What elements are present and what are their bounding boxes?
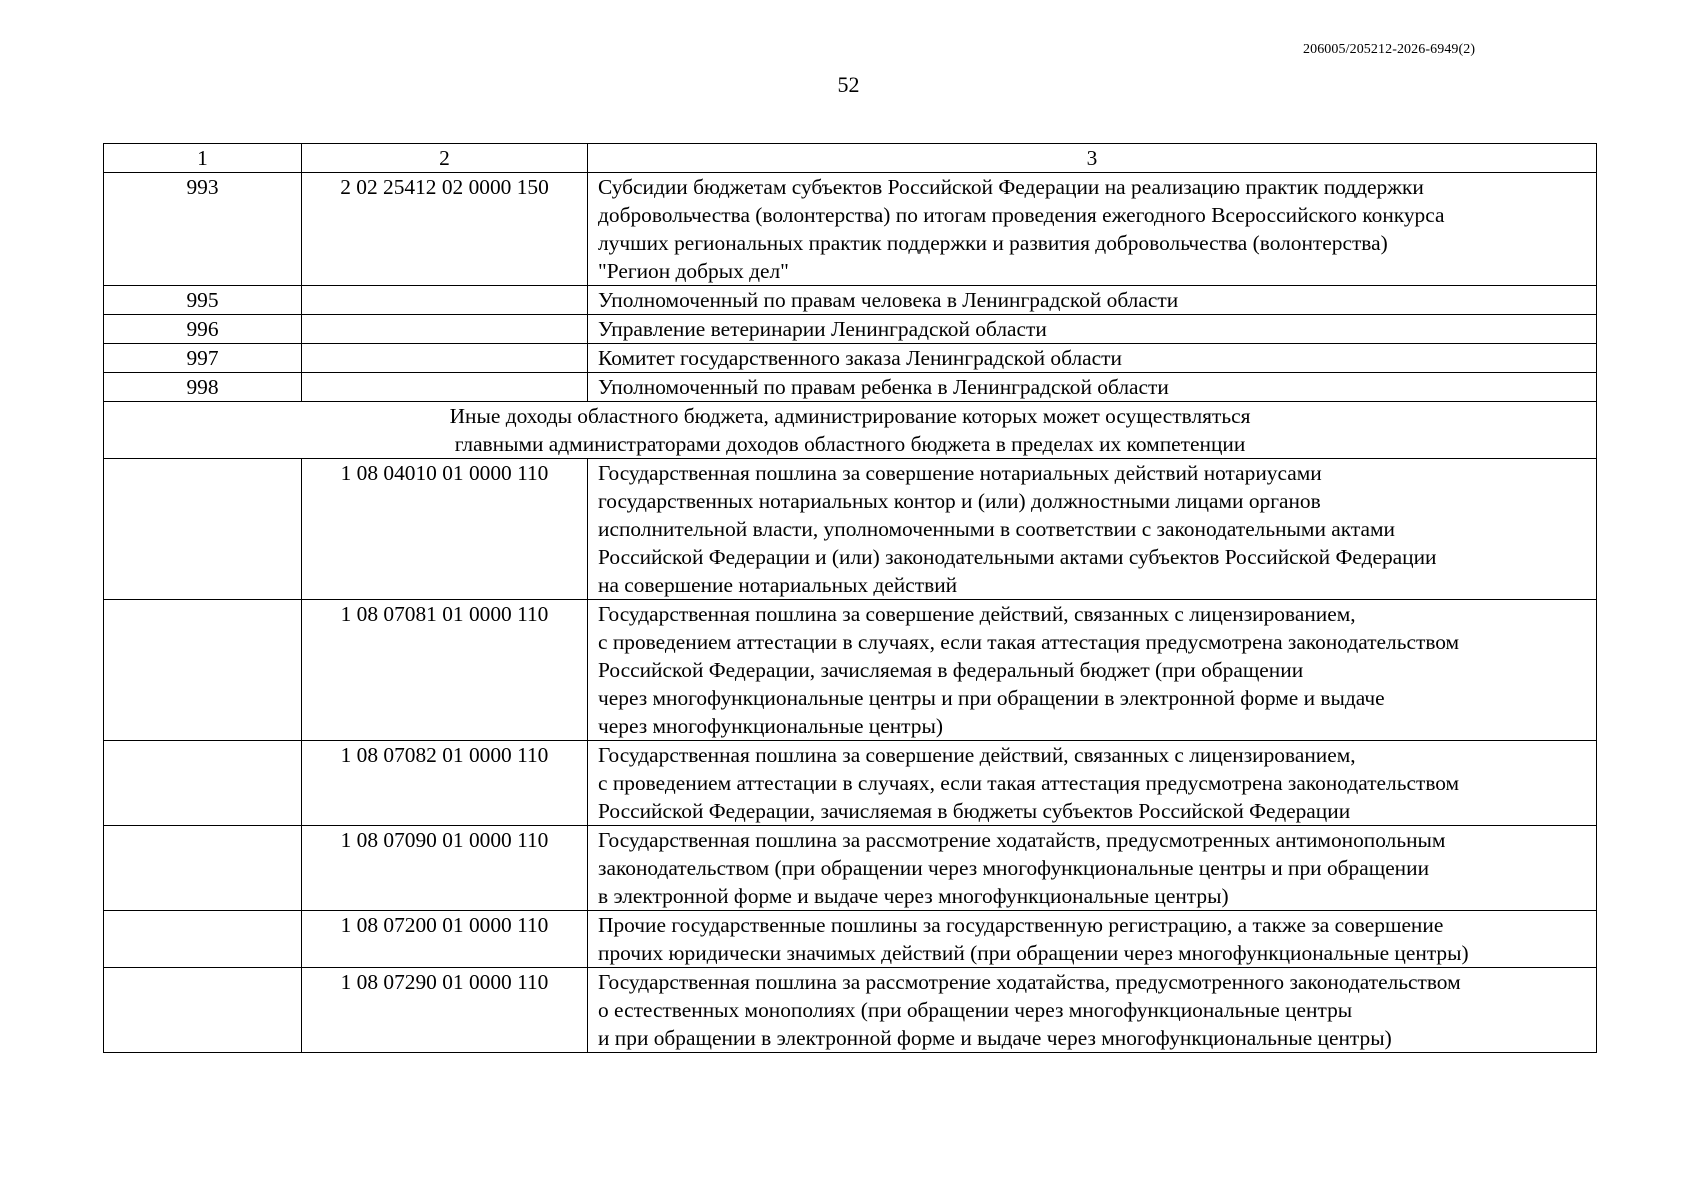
admin-code-cell: 996 — [104, 315, 302, 344]
description-line: Комитет государственного заказа Ленинградской области — [598, 346, 1122, 370]
table-row — [104, 826, 1597, 911]
revenue-code-cell — [302, 315, 588, 344]
revenue-code-cell — [302, 286, 588, 315]
description-line: на совершение нотариальных действий — [598, 573, 958, 597]
revenue-code-cell — [302, 344, 588, 373]
section-line: главными администраторами доходов областного бюджета в пределах их компетенции — [454, 432, 1246, 456]
admin-code-cell: 998 — [104, 373, 302, 402]
description-line: Уполномоченный по правам ребенка в Ленинградской области — [598, 375, 1169, 399]
table-row — [104, 315, 1597, 344]
description-line: Государственная пошлина за совершение действий, связанных с лицензированием, — [598, 602, 1356, 626]
description-line: Государственная пошлина за совершение действий, связанных с лицензированием, — [598, 743, 1356, 767]
admin-code-cell — [104, 600, 302, 741]
revenue-code-cell: 1 08 07200 01 0000 110 — [302, 911, 588, 968]
description-line: через многофункциональные центры) — [598, 714, 943, 738]
description-cell — [588, 286, 1597, 315]
description-cell — [588, 826, 1597, 911]
admin-code-cell — [104, 741, 302, 826]
description-cell — [588, 911, 1597, 968]
table-row — [104, 741, 1597, 826]
description-line: законодательством (при обращении через многофункциональные центры и при обращении — [598, 856, 1430, 880]
table-row — [104, 459, 1597, 600]
description-cell — [588, 373, 1597, 402]
description-line: Прочие государственные пошлины за государственную регистрацию, а также за совершение — [598, 913, 1444, 937]
document-id: 206005/205212-2026-6949(2) — [1303, 42, 1476, 57]
section-line: Иные доходы областного бюджета, администрирование которых может осуществляться — [449, 404, 1251, 428]
admin-code-cell — [104, 968, 302, 1053]
header-row — [104, 144, 1597, 173]
header-col-3: 3 — [588, 144, 1597, 173]
description-line: Государственная пошлина за совершение нотариальных действий нотариусами — [598, 461, 1322, 485]
table-row — [104, 173, 1597, 286]
header-col-1: 1 — [104, 144, 302, 173]
description-cell — [588, 173, 1597, 286]
description-line: Российской Федерации, зачисляемая в федеральный бюджет (при обращении — [598, 658, 1304, 682]
revenue-code-cell: 1 08 07082 01 0000 110 — [302, 741, 588, 826]
description-line: "Регион добрых дел" — [598, 259, 789, 283]
description-cell — [588, 741, 1597, 826]
revenue-code-cell: 1 08 07081 01 0000 110 — [302, 600, 588, 741]
description-cell — [588, 968, 1597, 1053]
description-line: Государственная пошлина за рассмотрение ходатайства, предусмотренного законодательством — [598, 970, 1461, 994]
table-row — [104, 373, 1597, 402]
description-line: с проведением аттестации в случаях, если такая аттестация предусмотрена законодательством — [598, 771, 1460, 795]
revenue-code-cell: 1 08 07290 01 0000 110 — [302, 968, 588, 1053]
description-cell — [588, 459, 1597, 600]
description-line: Уполномоченный по правам человека в Ленинградской области — [598, 288, 1179, 312]
admin-code-cell — [104, 459, 302, 600]
revenue-code-cell: 2 02 25412 02 0000 150 — [302, 173, 588, 286]
admin-code-cell: 993 — [104, 173, 302, 286]
header-col-2: 2 — [302, 144, 588, 173]
description-line: Субсидии бюджетам субъектов Российской Федерации на реализацию практик поддержки — [598, 175, 1424, 199]
description-line: прочих юридически значимых действий (при обращении через многофункциональные центры) — [598, 941, 1469, 965]
description-line: через многофункциональные центры и при обращении в электронной форме и выдаче — [598, 686, 1385, 710]
table-row — [104, 968, 1597, 1053]
description-line: и при обращении в электронной форме и выдаче через многофункциональные центры) — [598, 1026, 1392, 1050]
table-body-other-revenues — [104, 459, 1597, 1053]
page-number: 52 — [837, 72, 860, 97]
description-line: с проведением аттестации в случаях, если такая аттестация предусмотрена законодательством — [598, 630, 1460, 654]
admin-code-cell — [104, 826, 302, 911]
table-body-administrators — [104, 173, 1597, 402]
table-header — [104, 144, 1597, 173]
table-row — [104, 344, 1597, 373]
table-row — [104, 286, 1597, 315]
description-line: Российской Федерации и (или) законодательными актами субъектов Российской Федерации — [598, 545, 1437, 569]
revenue-code-cell: 1 08 04010 01 0000 110 — [302, 459, 588, 600]
description-line: лучших региональных практик поддержки и развития добровольчества (волонтерства) — [598, 231, 1388, 255]
section-heading — [104, 402, 1597, 459]
revenue-code-cell: 1 08 07090 01 0000 110 — [302, 826, 588, 911]
revenue-code-cell — [302, 373, 588, 402]
revenue-table — [103, 143, 1597, 1053]
description-line: Управление ветеринарии Ленинградской области — [598, 317, 1047, 341]
description-cell — [588, 600, 1597, 741]
description-line: добровольчества (волонтерства) по итогам проведения ежегодного Всероссийского конкурса — [598, 203, 1445, 227]
admin-code-cell — [104, 911, 302, 968]
description-line: Государственная пошлина за рассмотрение ходатайств, предусмотренных антимонопольным — [598, 828, 1446, 852]
table-row — [104, 911, 1597, 968]
table-section — [104, 402, 1597, 459]
description-cell — [588, 315, 1597, 344]
description-cell — [588, 344, 1597, 373]
table-row — [104, 600, 1597, 741]
description-line: Российской Федерации, зачисляемая в бюджеты субъектов Российской Федерации — [598, 799, 1351, 823]
admin-code-cell: 997 — [104, 344, 302, 373]
description-line: государственных нотариальных контор и (или) должностными лицами органов — [598, 489, 1321, 513]
description-line: в электронной форме и выдаче через многофункциональные центры) — [598, 884, 1229, 908]
description-line: о естественных монополиях (при обращении через многофункциональные центры — [598, 998, 1353, 1022]
admin-code-cell: 995 — [104, 286, 302, 315]
section-row — [104, 402, 1597, 459]
description-line: исполнительной власти, уполномоченными в соответствии с законодательными актами — [598, 517, 1395, 541]
